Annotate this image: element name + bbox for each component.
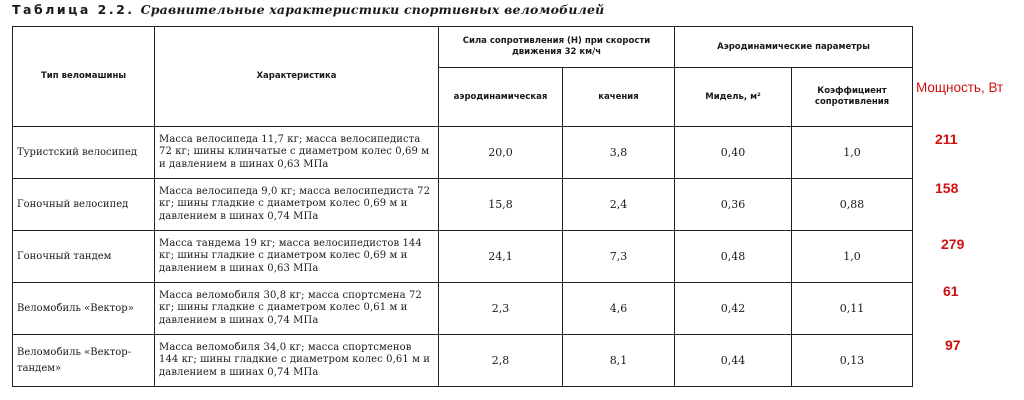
- cell-description: Масса велосипеда 9,0 кг; масса велосипедиста 72 кг; шины гладкие с диаметром колес 0,69 м и давлением в шинах 0,74 МПа: [155, 179, 439, 231]
- table-title: [12, 2, 604, 17]
- cell-coefficient: 0,88: [792, 179, 913, 231]
- table-row: [13, 283, 913, 335]
- table-caption: Сравнительные характеристики спортивных веломобилей: [140, 2, 605, 17]
- header-coefficient: Коэффициент сопротивления: [792, 68, 913, 127]
- power-value: 158: [935, 180, 959, 196]
- cell-aerodynamic: 15,8: [439, 179, 563, 231]
- cell-description: Масса тандема 19 кг; масса велосипедистов 144 кг; шины гладкие с диаметром колес 0,69 м и давлением в шинах 0,63 МПа: [155, 231, 439, 283]
- header-resistance-group: Сила сопротивления (Н) при скорости движения 32 км/ч: [439, 27, 675, 68]
- cell-rolling: 7,3: [563, 231, 675, 283]
- cell-rolling: 8,1: [563, 335, 675, 387]
- table-number: Таблица 2.2.: [12, 2, 135, 17]
- cell-type: Веломобиль «Вектор»: [13, 283, 155, 335]
- cell-midsection: 0,44: [675, 335, 792, 387]
- header-aerodynamic: аэродинамическая: [439, 68, 563, 127]
- cell-type: Гоночный тандем: [13, 231, 155, 283]
- power-header: Мощность, Вт: [916, 80, 1004, 95]
- power-value: 97: [945, 337, 961, 353]
- cell-rolling: 2,4: [563, 179, 675, 231]
- cell-coefficient: 0,11: [792, 283, 913, 335]
- cell-midsection: 0,36: [675, 179, 792, 231]
- power-value: 279: [941, 236, 965, 252]
- header-midsection: Мидель, м²: [675, 68, 792, 127]
- comparison-table: [12, 26, 913, 387]
- cell-aerodynamic: 2,3: [439, 283, 563, 335]
- cell-type: Гоночный велосипед: [13, 179, 155, 231]
- header-description: Характеристика: [155, 27, 439, 127]
- cell-rolling: 4,6: [563, 283, 675, 335]
- cell-rolling: 3,8: [563, 127, 675, 179]
- cell-aerodynamic: 2,8: [439, 335, 563, 387]
- cell-description: Масса веломобиля 34,0 кг; масса спортсменов 144 кг; шины гладкие с диаметром колес 0,61 м и давлением в шинах 0,74 МПа: [155, 335, 439, 387]
- header-type: Тип веломашины: [13, 27, 155, 127]
- cell-coefficient: 1,0: [792, 127, 913, 179]
- cell-midsection: 0,48: [675, 231, 792, 283]
- cell-midsection: 0,40: [675, 127, 792, 179]
- cell-type: Веломобиль «Вектор-тандем»: [13, 335, 155, 387]
- cell-type: Туристский велосипед: [13, 127, 155, 179]
- table-row: [13, 179, 913, 231]
- cell-aerodynamic: 24,1: [439, 231, 563, 283]
- cell-coefficient: 0,13: [792, 335, 913, 387]
- header-aero-group: Аэродинамические параметры: [675, 27, 913, 68]
- power-value: 61: [943, 283, 959, 299]
- table-row: [13, 231, 913, 283]
- header-rolling: качения: [563, 68, 675, 127]
- cell-description: Масса веломобиля 30,8 кг; масса спортсмена 72 кг; шины гладкие с диаметром колес 0,61 м и давлением в шинах 0,74 МПа: [155, 283, 439, 335]
- table-row: [13, 127, 913, 179]
- cell-midsection: 0,42: [675, 283, 792, 335]
- cell-coefficient: 1,0: [792, 231, 913, 283]
- cell-description: Масса велосипеда 11,7 кг; масса велосипедиста 72 кг; шины клинчатые с диаметром колес 0,69 м и давлением в шинах 0,63 МПа: [155, 127, 439, 179]
- cell-aerodynamic: 20,0: [439, 127, 563, 179]
- power-value: 211: [935, 131, 958, 147]
- table-row: [13, 335, 913, 387]
